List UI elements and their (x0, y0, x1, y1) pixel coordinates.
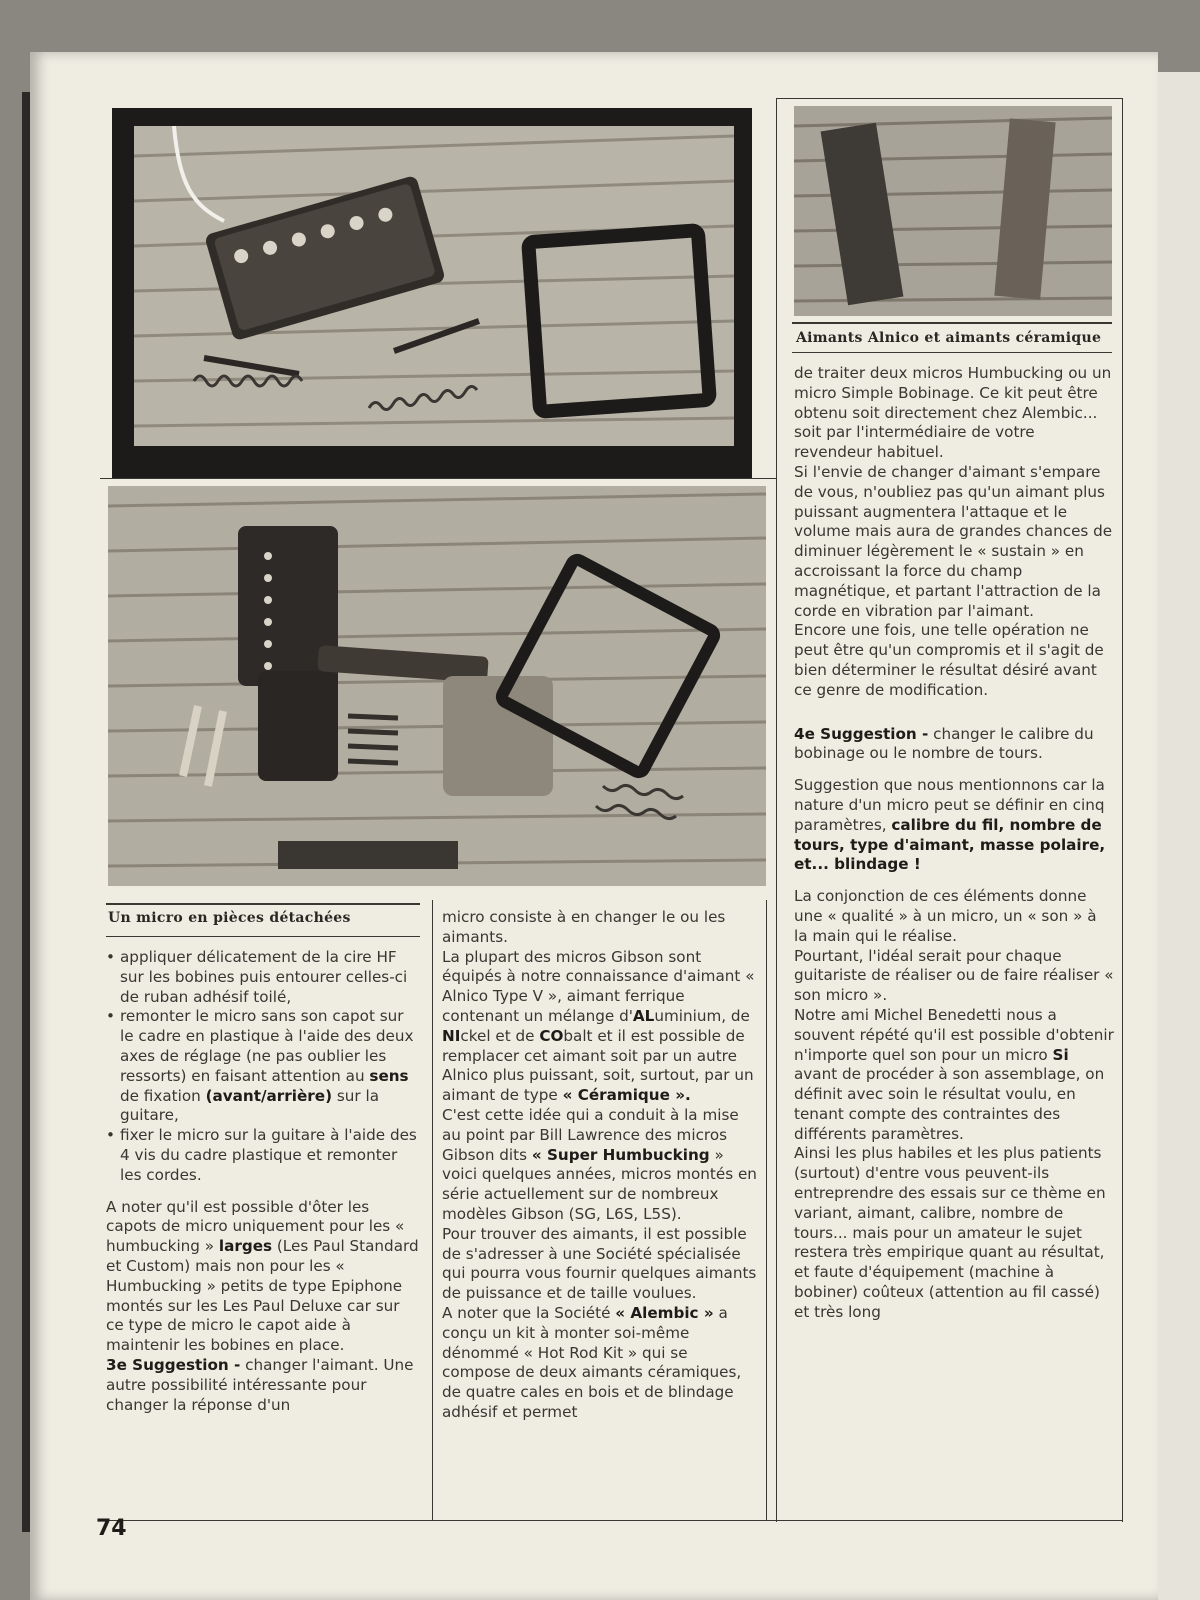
caption-rule-bottom-left (106, 936, 420, 937)
bold-text: (avant/arrière) (205, 1086, 333, 1105)
text-column-2 (442, 908, 760, 1423)
bold-text: CO (539, 1026, 564, 1045)
column-rule-outer (1122, 98, 1123, 1522)
text-run: (Les Paul Standard et Custom) mais non pour les « Humbucking » petits de type Epiphone montés sur les Les Paul Deluxe car sur ce type de micro le capot aide à maintenir les bobines en place. (106, 1237, 419, 1355)
text-column-1 (106, 948, 420, 1415)
bullet-text: fixer le micro sur la guitare à l'aide des 4 vis du cadre plastique et remonter les cordes. (120, 1126, 417, 1184)
caption-magnets: Aimants Alnico et aimants céramique (796, 330, 1102, 346)
text-run: changer l'aimant. Une autre possibilité intéressante pour changer la réponse d'un (106, 1355, 414, 1414)
text-run: La plupart des micros Gibson sont équipés à notre connaissance d'aimant « Alnico Type V », aimant ferrique contenant un mélange d' (442, 947, 755, 1025)
top-rule-right (776, 98, 1123, 99)
bottom-rule (100, 1520, 1122, 1521)
text-run: ckel et de (460, 1026, 540, 1045)
bold-text: Si (1052, 1045, 1069, 1064)
paragraph (442, 1106, 760, 1225)
bullet-text: remonter le micro sans son capot sur le cadre en plastique à l'aide des deux axes de réglage (ne pas oublier les ressorts) en faisant attention au (120, 1007, 414, 1085)
paragraph (442, 1304, 760, 1423)
bold-text: AL (632, 1006, 655, 1025)
bullet-text: sur la guitare, (120, 1086, 379, 1125)
paragraph (106, 1198, 420, 1356)
photo-pickup-parts (108, 486, 766, 886)
pickup-parts-illustration (108, 486, 766, 886)
paragraph: La conjonction de ces éléments donne une « qualité » à un micro, un « son » à la main qui le réalise. (794, 887, 1097, 945)
bold-text: « Super Humbucking (531, 1145, 710, 1164)
bold-text: « Céramique ». (562, 1086, 691, 1105)
text-run: balt et il est possible de remplacer cet aimant soit par un autre Alnico plus puissant, soit, surtout, par un aimant de type (442, 1026, 754, 1105)
column-rule-2 (766, 900, 767, 1520)
humbucker-illustration (134, 126, 734, 446)
text-run: changer le calibre du bobinage ou le nombre de tours. (794, 724, 1094, 763)
photo-humbucker-pickup (134, 126, 734, 446)
text-column-3 (794, 364, 1114, 1323)
paragraph: Ainsi les plus habiles et les plus patients (surtout) d'entre vous peuvent-ils entreprendre des essais sur ce thème en variant, aimant, calibre, nombre de tours... mais pour un amateur le sujet restera très empirique quant au résultat, et faute d'équipement (machine à bobiner) coûteux (attention au fil cassé) et très long (794, 1144, 1106, 1321)
paragraph (794, 776, 1114, 875)
bold-text: calibre du fil, nombre de tours, type d'aimant, masse polaire, et... blindage ! (794, 815, 1106, 874)
caption-rule-top-right (792, 322, 1112, 324)
suggestion-3 (106, 1356, 420, 1415)
paragraph (442, 948, 760, 1106)
bullet-text: appliquer délicatement de la cire HF sur les bobines puis entourer celles-ci de ruban adhésif toilé, (120, 948, 408, 1006)
text-run: Suggestion que nous mentionnons car la nature d'un micro peut se définir en cinq paramètres, (794, 776, 1105, 834)
bold-text: « Alembic » (615, 1303, 714, 1322)
caption-rule-top-left (106, 903, 420, 905)
magnets-illustration (794, 106, 1112, 316)
paragraph: Pourtant, l'idéal serait pour chaque guitariste de réaliser ou de faire réaliser « son micro ». (794, 946, 1114, 1005)
text-run: A noter que la Société (442, 1303, 616, 1322)
bullet-text: de fixation (120, 1086, 206, 1105)
paragraph: de traiter deux micros Humbucking ou un micro Simple Bobinage. Ce kit peut être obtenu soit directement chez Alembic... soit par l'intermédiaire de votre revendeur habituel. (794, 364, 1112, 462)
bullet-item (106, 1126, 420, 1185)
caption-parts: Un micro en pièces détachées (108, 910, 351, 926)
bold-text: sens (369, 1066, 409, 1085)
text-run: avant de procéder à son assemblage, on définit avec soin le résultat voulu, en tenant compte des contraintes des différents paramètres. (794, 1065, 1105, 1143)
text-run: a conçu un kit à monter soi-même dénommé « Hot Rod Kit » qui se compose de deux aimants céramiques, de quatre cales en bois et de blindage adhésif et permet (442, 1303, 742, 1421)
paragraph: micro consiste à en changer le ou les aimants. (442, 908, 726, 946)
text-run: » voici quelques années, micros montés en série actuellement sur de nombreux modèles Gibson (SG, L6S, L5S). (442, 1145, 757, 1223)
page-number: 74 (96, 1516, 127, 1541)
suggestion-title: 4e Suggestion - (794, 724, 929, 743)
suggestion-title: 3e Suggestion - (106, 1355, 241, 1374)
column-rule-1 (432, 900, 433, 1520)
photo-magnets (794, 106, 1112, 316)
paragraph: Encore une fois, une telle opération ne peut être qu'un compromis et il s'agit de bien déterminer le résultat désiré avant ce genre de modification. (794, 621, 1104, 699)
text-run: A noter qu'il est possible d'ôter les capots de micro uniquement pour les « humbucking » (106, 1197, 405, 1256)
suggestion-4 (794, 725, 1114, 765)
frame-rule-mid (100, 478, 776, 479)
next-page-edge (1158, 72, 1200, 1600)
text-run: Notre ami Michel Benedetti nous a souvent répété qu'il est possible d'obtenir n'importe quel son pour un micro (794, 1005, 1114, 1064)
bullet-item (106, 1007, 420, 1126)
caption-rule-bottom-right (792, 352, 1112, 353)
bold-text: NI (442, 1026, 461, 1045)
paragraph: Si l'envie de changer d'aimant s'empare de vous, n'oubliez pas qu'un aimant plus puissant augmentera l'attaque et le volume mais aura de grandes chances de diminuer légèrement le « sustain » en accroissant la force du champ magnétique, et partant l'attraction de la corde en vibration par l'aimant. (794, 462, 1113, 620)
text-run: C'est cette idée qui a conduit à la mise au point par Bill Lawrence des micros Gibson dits (442, 1105, 739, 1164)
paragraph: Pour trouver des aimants, il est possible de s'adresser à une Société spécialisée qui pourra vous fournir quelques aimants de puissance et de taille voulues. (442, 1224, 757, 1303)
bold-text: larges (218, 1237, 273, 1256)
bullet-item (106, 948, 420, 1007)
text-run: uminium, de (654, 1006, 750, 1025)
column-rule-right (776, 98, 777, 1522)
paragraph (794, 1006, 1114, 1145)
